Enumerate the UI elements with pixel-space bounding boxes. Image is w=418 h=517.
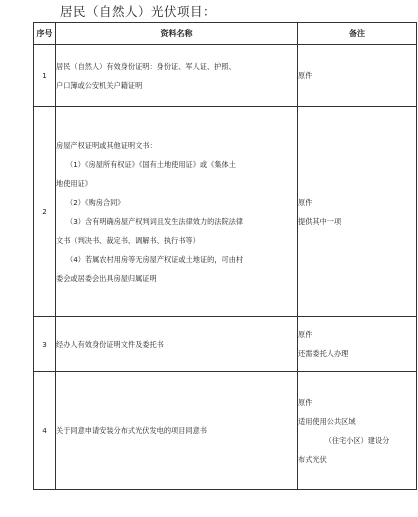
material-line: （2）《购房合同》 — [66, 197, 125, 207]
note-cell — [298, 45, 417, 107]
note-line: 提供其中一项 — [298, 216, 342, 226]
material-line: 文书（判决书、裁定书、调解书、执行书等） — [56, 235, 200, 245]
note-line: （住宅小区）建设分 — [324, 435, 390, 445]
row-number: 4 — [34, 372, 56, 490]
note-cell — [298, 317, 417, 372]
row-number: 2 — [34, 107, 56, 317]
material-line: 关于同意申请安装分布式光伏发电的项目同意书 — [56, 426, 207, 435]
material-line: （3）含有明确房屋产权判词且发生法律效力的法院法律 — [66, 216, 244, 226]
note-line: 原件 — [298, 71, 313, 80]
material-cell — [56, 317, 298, 372]
header-notes: 备注 — [298, 23, 417, 45]
material-line: 居民（自然人）有效身份证明：身份证、军人证、护照、 — [56, 61, 236, 71]
material-line: 委会或居委会出具房屋归属证明 — [56, 273, 157, 283]
note-line: 适用使用公共区域 — [298, 416, 356, 426]
note-line: 原件 — [298, 330, 313, 339]
material-line: 经办人有效身份证明文件及委托书 — [56, 339, 164, 349]
note-line: 原件 — [298, 397, 313, 407]
material-line: 地使用证》 — [56, 178, 92, 188]
materials-table — [33, 22, 417, 490]
header-no: 序号 — [34, 23, 56, 45]
table-row — [34, 372, 417, 490]
table-row — [34, 107, 417, 317]
material-line: （4）若属农村用房等无房屋产权证或土地证的，可由村 — [66, 254, 244, 264]
note-line: 原件 — [298, 197, 313, 207]
page-title: 居民（自然人）光伏项目： — [60, 4, 217, 19]
table-row — [34, 45, 417, 107]
header-materials: 资料名称 — [56, 23, 298, 45]
material-cell — [56, 107, 298, 317]
row-number: 1 — [34, 45, 56, 107]
material-cell — [56, 372, 298, 490]
note-line: 布式光伏 — [298, 454, 327, 464]
note-cell — [298, 107, 417, 317]
table-header-row — [34, 23, 417, 45]
material-line: 房屋产权证明或其他证明文书： — [56, 140, 157, 150]
material-cell — [56, 45, 298, 107]
material-line: 户口簿或公安机关户籍证明 — [56, 80, 143, 90]
note-line: 还需委托人办理 — [298, 349, 349, 358]
material-line: （1）《房屋所有权证》《国有土地使用证》或《集体土 — [66, 159, 236, 169]
row-number: 3 — [34, 317, 56, 372]
table-row — [34, 317, 417, 372]
note-cell — [298, 372, 417, 490]
